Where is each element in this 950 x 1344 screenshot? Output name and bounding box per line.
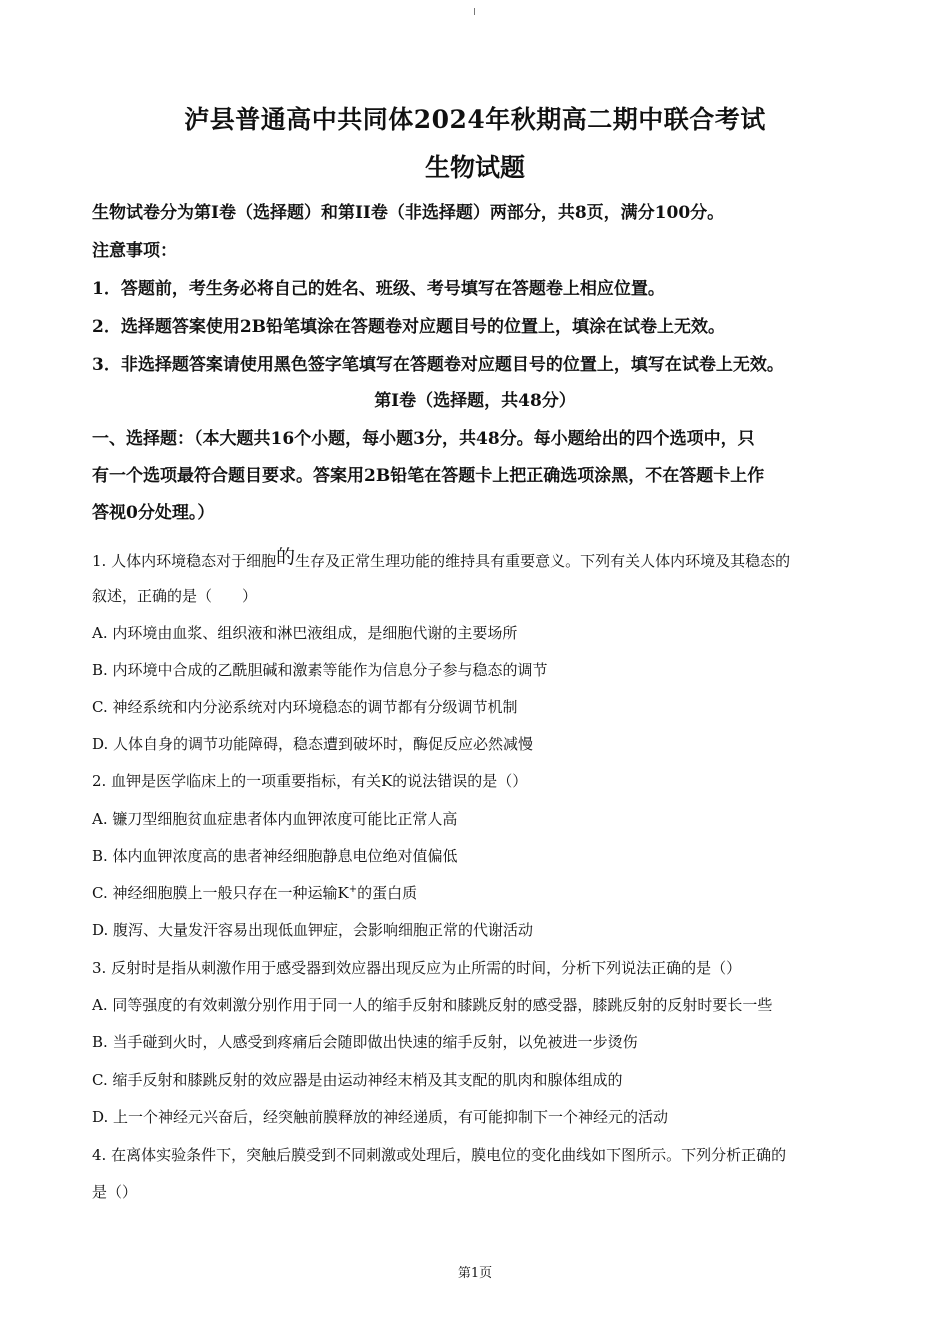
q1-option-a: A. 内环境由血浆、组织液和淋巴液组成，是细胞代谢的主要场所: [92, 624, 518, 642]
q1-stem-line2: 叙述，正确的是（ ）: [92, 587, 258, 605]
q2-stem: 2. 血钾是医学临床上的一项重要指标，有关K的说法错误的是（）: [92, 772, 528, 790]
q2-option-c-part: 的蛋白质: [357, 884, 418, 902]
q3-option-b: B. 当手碰到火时，人感受到疼痛后会随即做出快速的缩手反射，以免被进一步烫伤: [92, 1033, 638, 1051]
q3-option-a: A. 同等强度的有效刺激分别作用于同一人的缩手反射和膝跳反射的感受器，膝跳反射的反射时要长一些: [92, 996, 773, 1014]
q4-stem-line2: 是（）: [92, 1183, 138, 1201]
exam-subtitle: 生物试题: [424, 153, 525, 182]
q2-option-c-part: C. 神经细胞膜上一般只存在一种运输K: [92, 884, 349, 902]
page-number: 第1页: [457, 1266, 493, 1281]
q2-option-a: A. 镰刀型细胞贫血症患者体内血钾浓度可能比正常人高: [92, 810, 458, 828]
q1-stem-part: 的: [276, 546, 296, 568]
note-item: 1．答题前，考生务必将自己的姓名、班级、考号填写在答题卷上相应位置。: [92, 279, 665, 299]
note-item: 2．选择题答案使用2B铅笔填涂在答题卷对应题目号的位置上，填涂在试卷上无效。: [92, 317, 726, 337]
potassium-plus-sup: +: [348, 884, 358, 895]
q1-option-b: B. 内环境中合成的乙酰胆碱和激素等能作为信息分子参与稳态的调节: [92, 661, 548, 679]
section1-instructions: 有一个选项最符合题目要求。答案用2B铅笔在答题卡上把正确选项涂黑，不在答题卡上作: [92, 466, 765, 486]
q2-option-b: B. 体内血钾浓度高的患者神经细胞静息电位绝对值偏低: [92, 847, 458, 865]
section1-instructions: 答视0分处理。）: [92, 503, 215, 523]
q1-stem-part: 生存及正常生理功能的维持具有重要意义。下列有关人体内环境及其稳态的: [295, 552, 791, 570]
q1-stem: [92, 542, 882, 571]
exam-intro: 生物试卷分为第I卷（选择题）和第II卷（非选择题）两部分，共8页，满分100分。: [92, 203, 725, 223]
exam-title: 泸县普通高中共同体2024年秋期高二期中联合考试: [184, 105, 766, 134]
q3-option-d: D. 上一个神经元兴奋后，经突触前膜释放的神经递质，有可能抑制下一个神经元的活动: [92, 1108, 669, 1126]
q1-option-d: D. 人体自身的调节功能障碍，稳态遭到破坏时，酶促反应必然减慢: [92, 735, 534, 753]
q1-option-c: C. 神经系统和内分泌系统对内环境稳态的调节都有分级调节机制: [92, 698, 518, 716]
q2-option-c: [92, 882, 882, 903]
top-mark: [474, 8, 475, 15]
q3-option-c: C. 缩手反射和膝跳反射的效应器是由运动神经末梢及其支配的肌肉和腺体组成的: [92, 1071, 623, 1089]
q2-option-d: D. 腹泻、大量发汗容易出现低血钾症，会影响细胞正常的代谢活动: [92, 921, 534, 939]
q3-stem: 3. 反射时是指从刺激作用于感受器到效应器出现反应为止所需的时间，分析下列说法正确的是（）: [92, 959, 742, 977]
notes-heading: 注意事项：: [92, 241, 177, 261]
part1-title: 第I卷（选择题，共48分）: [374, 391, 576, 411]
q4-stem: 4. 在离体实验条件下，突触后膜受到不同刺激或处理后，膜电位的变化曲线如下图所示。下列分析正确的: [92, 1146, 787, 1164]
note-item: 3．非选择题答案请使用黑色签字笔填写在答题卷对应题目号的位置上，填写在试卷上无效。: [92, 355, 784, 375]
section1-instructions: 一、选择题：（本大题共16个小题，每小题3分，共48分。每小题给出的四个选项中，只: [92, 429, 755, 449]
q1-stem-part: 1. 人体内环境稳态对于细胞: [92, 552, 277, 570]
